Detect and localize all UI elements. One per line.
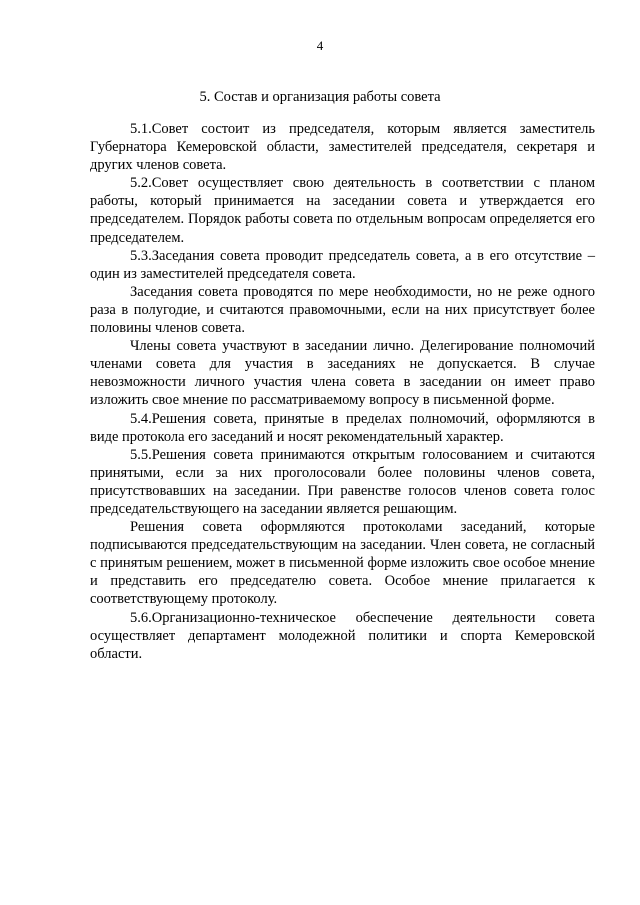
paragraph-5-3: 5.3.Заседания совета проводит председатель совета, а в его отсутствие – один из заместителей председателя совета. (90, 247, 595, 282)
paragraph-member-participation: Члены совета участвуют в заседании лично. Делегирование полномочий членами совета для участия в заседаниях не допускается. В случае невозможности личного участия члена совета в заседании он имеет право изложить свое мнение по рассматриваемому вопросу в письменной форме. (90, 338, 595, 409)
paragraph-5-6: 5.6.Организационно-техническое обеспечение деятельности совета осуществляет департамент молодежной политики и спорта Кемеровской области. (90, 609, 595, 662)
paragraph-decision-protocols: Решения совета оформляются протоколами заседаний, которые подписываются председательствующим на заседании. Член совета, не согласный с принятым решением, может в письменной форме изложить свое особое мнение и представить его председателю совета. Особое мнение прилагается к соответствующему протоколу. (90, 519, 595, 608)
section-title: 5. Состав и организация работы совета (199, 89, 441, 105)
paragraph-5-2: 5.2.Совет осуществляет свою деятельность в соответствии с планом работы, который принимается на заседании совета и утверждается его председателем. Порядок работы совета по отдельным вопросам определяется его председателем. (90, 175, 595, 246)
paragraph-meeting-frequency: Заседания совета проводятся по мере необходимости, но не реже одного раза в полугодие, и считаются правомочными, если на них присутствует более половины членов совета. (90, 283, 595, 337)
paragraph-5-4: 5.4.Решения совета, принятые в пределах полномочий, оформляются в виде протокола его заседаний и носят рекомендательный характер. (90, 410, 595, 445)
paragraph-5-1: 5.1.Совет состоит из председателя, которым является заместитель Губернатора Кемеровской области, заместителей председателя, секретаря и других членов совета. (90, 121, 595, 174)
document-body (90, 120, 595, 663)
page-number: 4 (316, 38, 324, 53)
paragraph-5-5: 5.5.Решения совета принимаются открытым голосованием и считаются принятыми, если за них проголосовали более половины членов совета, присутствовавших на заседании. При равенстве голосов членов совета голос председательствующего на заседании является решающим. (90, 446, 595, 517)
